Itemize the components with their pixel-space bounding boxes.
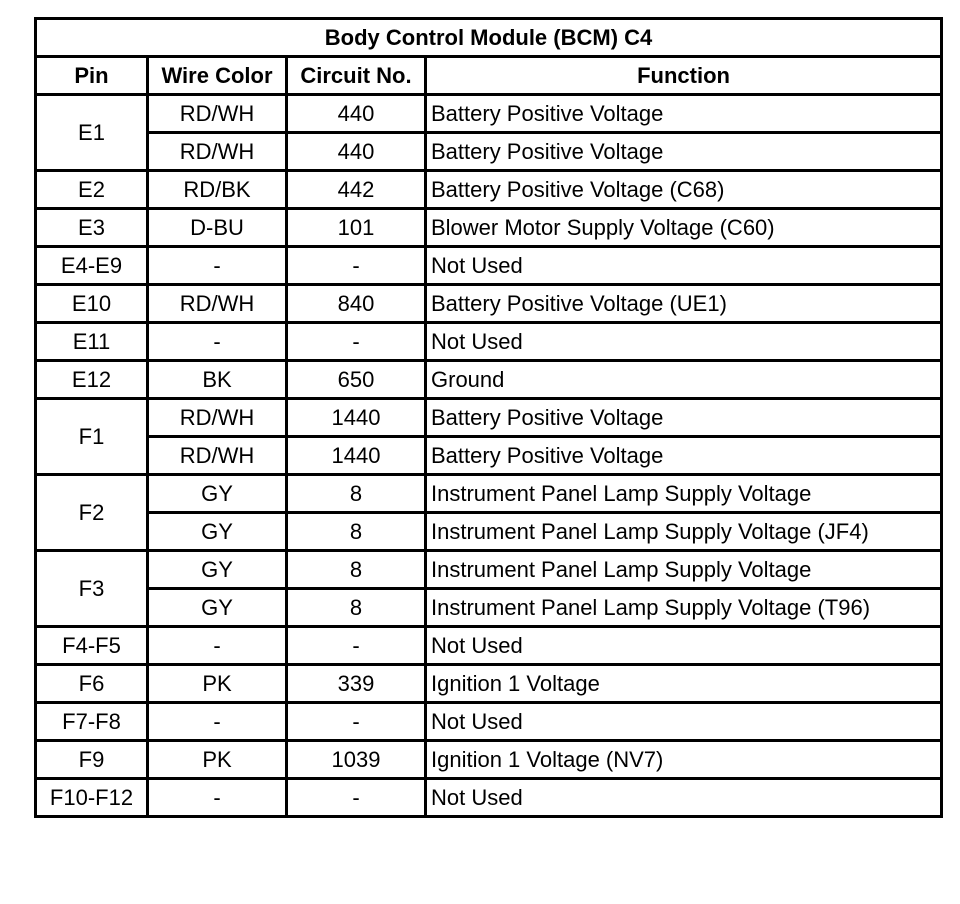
pin-cell: F3	[36, 551, 148, 627]
function-cell: Instrument Panel Lamp Supply Voltage (T96)	[426, 589, 942, 627]
pin-cell: E1	[36, 95, 148, 171]
circuit-cell: -	[287, 627, 426, 665]
wire-color-cell: RD/BK	[148, 171, 287, 209]
pin-cell: E4-E9	[36, 247, 148, 285]
column-header-row	[36, 57, 942, 95]
function-cell: Battery Positive Voltage (UE1)	[426, 285, 942, 323]
circuit-cell: 650	[287, 361, 426, 399]
wire-color-cell: PK	[148, 665, 287, 703]
pin-cell: F1	[36, 399, 148, 475]
circuit-cell: 1440	[287, 399, 426, 437]
table-row	[36, 665, 942, 703]
wire-color-cell: GY	[148, 513, 287, 551]
wire-color-cell: -	[148, 247, 287, 285]
function-cell: Instrument Panel Lamp Supply Voltage (JF4)	[426, 513, 942, 551]
table-row	[36, 95, 942, 133]
function-cell: Not Used	[426, 247, 942, 285]
function-cell: Battery Positive Voltage	[426, 95, 942, 133]
function-cell: Ignition 1 Voltage (NV7)	[426, 741, 942, 779]
wire-color-cell: -	[148, 779, 287, 817]
wire-color-cell: GY	[148, 551, 287, 589]
function-cell: Instrument Panel Lamp Supply Voltage	[426, 551, 942, 589]
function-cell: Not Used	[426, 627, 942, 665]
table-row	[36, 741, 942, 779]
column-header-function: Function	[426, 57, 942, 95]
pin-cell: F2	[36, 475, 148, 551]
wire-color-cell: GY	[148, 475, 287, 513]
circuit-cell: -	[287, 703, 426, 741]
pin-cell: E2	[36, 171, 148, 209]
function-cell: Ignition 1 Voltage	[426, 665, 942, 703]
pin-cell: E12	[36, 361, 148, 399]
circuit-cell: -	[287, 323, 426, 361]
function-cell: Battery Positive Voltage	[426, 399, 942, 437]
circuit-cell: 440	[287, 133, 426, 171]
wire-color-cell: PK	[148, 741, 287, 779]
table-row	[36, 323, 942, 361]
pin-cell: E3	[36, 209, 148, 247]
function-cell: Not Used	[426, 323, 942, 361]
pin-cell: F4-F5	[36, 627, 148, 665]
circuit-cell: -	[287, 779, 426, 817]
wire-color-cell: RD/WH	[148, 437, 287, 475]
column-header-circuit: Circuit No.	[287, 57, 426, 95]
function-cell: Battery Positive Voltage	[426, 133, 942, 171]
column-header-pin: Pin	[36, 57, 148, 95]
table-title: Body Control Module (BCM) C4	[36, 19, 942, 57]
table-row	[36, 589, 942, 627]
column-header-wire-color: Wire Color	[148, 57, 287, 95]
pin-cell: E11	[36, 323, 148, 361]
wire-color-cell: D-BU	[148, 209, 287, 247]
circuit-cell: 840	[287, 285, 426, 323]
table-row	[36, 171, 942, 209]
wire-color-cell: RD/WH	[148, 133, 287, 171]
table-row	[36, 247, 942, 285]
table-row	[36, 703, 942, 741]
function-cell: Battery Positive Voltage (C68)	[426, 171, 942, 209]
table-row	[36, 513, 942, 551]
function-cell: Ground	[426, 361, 942, 399]
pin-cell: F6	[36, 665, 148, 703]
circuit-cell: 440	[287, 95, 426, 133]
circuit-cell: -	[287, 247, 426, 285]
circuit-cell: 442	[287, 171, 426, 209]
function-cell: Battery Positive Voltage	[426, 437, 942, 475]
function-cell: Not Used	[426, 779, 942, 817]
table-row	[36, 361, 942, 399]
table-title-row	[36, 19, 942, 57]
table-row	[36, 285, 942, 323]
table-row	[36, 133, 942, 171]
circuit-cell: 8	[287, 513, 426, 551]
wire-color-cell: RD/WH	[148, 95, 287, 133]
wire-color-cell: GY	[148, 589, 287, 627]
pin-cell: E10	[36, 285, 148, 323]
function-cell: Not Used	[426, 703, 942, 741]
table-row	[36, 437, 942, 475]
pin-cell: F7-F8	[36, 703, 148, 741]
pin-cell: F10-F12	[36, 779, 148, 817]
wire-color-cell: -	[148, 323, 287, 361]
function-cell: Instrument Panel Lamp Supply Voltage	[426, 475, 942, 513]
circuit-cell: 101	[287, 209, 426, 247]
circuit-cell: 8	[287, 551, 426, 589]
wire-color-cell: -	[148, 627, 287, 665]
table-row	[36, 209, 942, 247]
wire-color-cell: RD/WH	[148, 399, 287, 437]
table-row	[36, 475, 942, 513]
circuit-cell: 1039	[287, 741, 426, 779]
table-row	[36, 399, 942, 437]
circuit-cell: 8	[287, 475, 426, 513]
connector-pinout-table	[34, 17, 943, 818]
table-row	[36, 627, 942, 665]
wire-color-cell: BK	[148, 361, 287, 399]
circuit-cell: 8	[287, 589, 426, 627]
circuit-cell: 339	[287, 665, 426, 703]
table-row	[36, 779, 942, 817]
pin-cell: F9	[36, 741, 148, 779]
wire-color-cell: RD/WH	[148, 285, 287, 323]
table-row	[36, 551, 942, 589]
circuit-cell: 1440	[287, 437, 426, 475]
table-body	[36, 95, 942, 817]
function-cell: Blower Motor Supply Voltage (C60)	[426, 209, 942, 247]
wire-color-cell: -	[148, 703, 287, 741]
